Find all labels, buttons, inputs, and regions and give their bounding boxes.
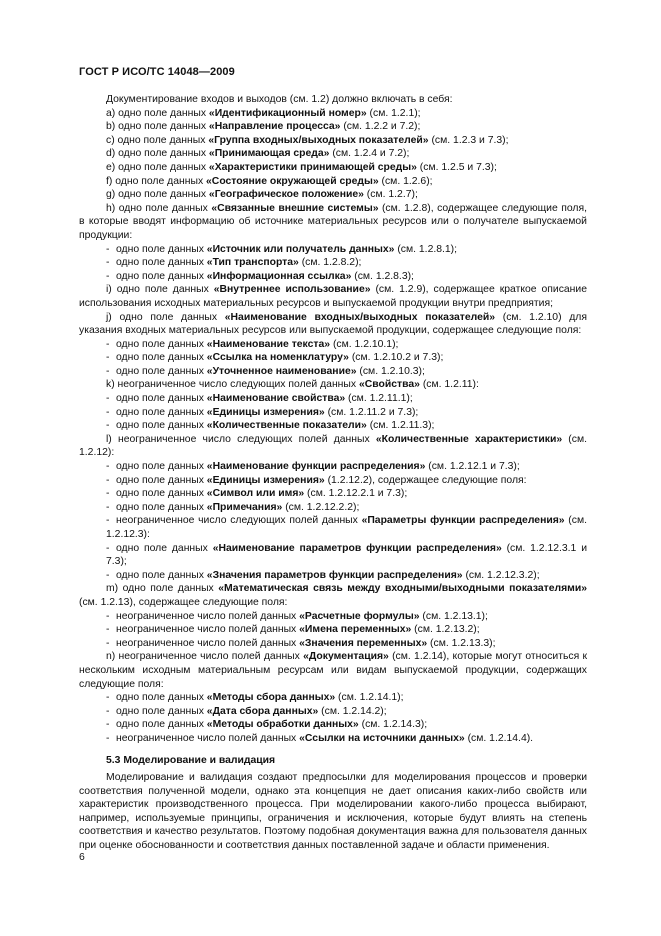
- item-prefix: неограниченное число полей данных: [116, 624, 300, 636]
- item-prefix: одно поле данных: [116, 488, 207, 500]
- sub-list-item: [79, 256, 587, 270]
- item-suffix: (см. 1.2.11.2 и 7.3);: [324, 406, 419, 418]
- item-suffix: (см. 1.2.10.1);: [330, 338, 399, 350]
- item-prefix: одно поле данных: [116, 393, 207, 405]
- item-suffix: (см. 1.2.14.4).: [464, 732, 534, 744]
- dash-marker: -: [106, 406, 110, 418]
- item-prefix: a) одно поле данных: [106, 107, 209, 119]
- field-name: «Ссылка на номенклатуру»: [206, 352, 349, 364]
- dash-marker: -: [106, 393, 110, 405]
- sub-list-item: [79, 270, 587, 284]
- item-suffix: (см. 1.2.12.3.1 и 7.3);: [106, 542, 587, 568]
- item-prefix: одно поле данных: [116, 365, 207, 377]
- sub-list-item: [79, 501, 587, 515]
- sub-list-item: [79, 637, 587, 651]
- field-name: «Единицы измерения»: [206, 474, 325, 486]
- sub-list-item: [79, 392, 587, 406]
- item-prefix: k) неограниченное число следующих полей данных: [106, 379, 359, 391]
- sub-list-item: [79, 487, 587, 501]
- dash-marker: -: [106, 474, 110, 486]
- item-suffix: (см. 1.2.13), содержащее следующие поля:: [79, 596, 288, 608]
- item-suffix: (см. 1.2.8.1);: [394, 243, 458, 255]
- sub-list-item: [79, 569, 587, 583]
- dash-marker: -: [106, 569, 110, 581]
- item-prefix: одно поле данных: [116, 542, 213, 554]
- sub-list-item: [79, 691, 587, 705]
- field-name: «Наименование свойства»: [206, 393, 346, 405]
- item-prefix: одно поле данных: [116, 270, 207, 282]
- item-suffix: (см. 1.2.10) для указания входных материальных ресурсов или выпускаемой продукции, содержащее следующие поля:: [79, 311, 587, 337]
- item-suffix: (см. 1.2.11.3);: [366, 420, 435, 432]
- item-prefix: d) одно поле данных: [106, 148, 209, 160]
- field-name: «Принимающая среда»: [208, 148, 330, 160]
- dash-marker: -: [106, 243, 110, 255]
- item-suffix: (см. 1.2.2 и 7.2);: [340, 121, 421, 133]
- section-paragraph: Моделирование и валидация создают предпосылки для моделирования процессов и проверки соответствия полученной модели, однако эта концепция не дает описания каких-либо свойств или характеристик производственного процесса. При моделировании какого-либо процесса выбирают, например, используемые принципы, ограничения и исключения, которые будут влиять на степень соответствия и качество результатов. Поэтому подобная документация важна для пользователя данных при оценке обоснованности и соответствия данных поставленной задаче и области применения.: [79, 772, 587, 852]
- field-name: «Идентификационный номер»: [208, 107, 367, 119]
- field-name: «Параметры функции распределения»: [361, 515, 565, 527]
- list-item: [79, 582, 587, 609]
- dash-marker: -: [106, 624, 110, 636]
- list-item: [79, 161, 587, 175]
- dash-marker: -: [106, 542, 110, 554]
- field-name: «Состояние окружающей среды»: [206, 175, 379, 187]
- item-prefix: j) одно поле данных: [106, 311, 225, 323]
- section-title: 5.3 Моделирование и валидация: [106, 754, 276, 766]
- item-prefix: g) одно поле данных: [106, 189, 209, 201]
- item-prefix: f) одно поле данных: [106, 175, 207, 187]
- item-suffix: (см. 1.2.13.3);: [427, 637, 496, 649]
- item-prefix: неограниченное число следующих полей данных: [116, 515, 362, 527]
- field-name: «Внутреннее использование»: [213, 284, 371, 296]
- item-prefix: одно поле данных: [116, 692, 207, 704]
- item-prefix: неограниченное число полей данных: [116, 637, 300, 649]
- field-name: «Количественные показатели»: [206, 420, 367, 432]
- list-item: [79, 188, 587, 202]
- field-name: «Значения параметров функции распределения»: [206, 569, 463, 581]
- item-prefix: одно поле данных: [116, 474, 207, 486]
- field-name: «Наименование функции распределения»: [206, 461, 426, 473]
- field-name: «Методы обработки данных»: [206, 719, 359, 731]
- item-suffix: (см. 1.2.8.2);: [298, 257, 362, 269]
- item-prefix: одно поле данных: [116, 420, 207, 432]
- item-suffix: (1.2.12.2), содержащее следующие поля:: [324, 474, 527, 486]
- field-name: «Наименование входных/выходных показателей»: [224, 311, 496, 323]
- field-name: «Ссылки на источники данных»: [299, 732, 465, 744]
- sub-list-item: [79, 243, 587, 257]
- dash-marker: -: [106, 637, 110, 649]
- sub-list-item: [79, 351, 587, 365]
- field-name: «Наименование текста»: [206, 338, 331, 350]
- item-prefix: неограниченное число полей данных: [116, 732, 300, 744]
- field-name: «Источник или получатель данных»: [206, 243, 395, 255]
- dash-marker: -: [106, 705, 110, 717]
- list-item: [79, 147, 587, 161]
- item-prefix: одно поле данных: [116, 501, 207, 513]
- field-name: «Имена переменных»: [299, 624, 412, 636]
- item-suffix: (см. 1.2.11.1);: [345, 393, 413, 405]
- item-suffix: (см. 1.2.10.2 и 7.3);: [348, 352, 444, 364]
- intro-paragraph: Документирование входов и выходов (см. 1.2) должно включать в себя:: [106, 94, 453, 105]
- item-prefix: одно поле данных: [116, 461, 207, 473]
- item-suffix: (см. 1.2.8.3);: [351, 270, 414, 282]
- sub-list-item: [79, 718, 587, 732]
- item-prefix: одно поле данных: [116, 719, 207, 731]
- item-suffix: (см. 1.2.13.1);: [419, 610, 488, 622]
- document-header: ГОСТ Р ИСО/ТС 14048—2009: [79, 66, 235, 78]
- list-item: [79, 120, 587, 134]
- item-prefix: одно поле данных: [116, 257, 207, 269]
- sub-list-item: [79, 623, 587, 637]
- dash-marker: -: [106, 488, 110, 500]
- item-suffix: (см. 1.2.11):: [419, 379, 479, 391]
- sub-list-item: [79, 542, 587, 569]
- item-suffix: (см. 1.2.12.3):: [106, 515, 587, 540]
- field-name: «Примечания»: [206, 501, 283, 513]
- item-prefix: b) одно поле данных: [106, 121, 209, 133]
- dash-marker: -: [106, 365, 110, 377]
- field-name: «Значения переменных»: [299, 637, 428, 649]
- item-prefix: одно поле данных: [116, 338, 207, 350]
- sub-list-item: [79, 406, 587, 420]
- item-suffix: (см. 1.2.12.1 и 7.3);: [425, 461, 520, 473]
- list-item: [79, 202, 587, 243]
- item-suffix: (см. 1.2.1);: [366, 107, 421, 119]
- item-suffix: (см. 1.2.5 и 7.3);: [416, 161, 497, 173]
- dash-marker: -: [106, 352, 110, 364]
- item-prefix: l) неограниченное число следующих полей данных: [106, 433, 376, 445]
- field-name: «Связанные внешние системы»: [211, 202, 379, 214]
- dash-marker: -: [106, 732, 110, 744]
- item-suffix: (см. 1.2.12.2.1 и 7.3);: [304, 488, 408, 500]
- dash-marker: -: [106, 420, 110, 432]
- field-name: «Тип транспорта»: [206, 257, 299, 269]
- dash-marker: -: [106, 461, 110, 473]
- item-suffix: (см. 1.2.6);: [378, 175, 433, 187]
- item-suffix: (см. 1.2.12.2.2);: [282, 501, 360, 513]
- dash-marker: -: [106, 257, 110, 269]
- list-item: [79, 134, 587, 148]
- item-prefix: i) одно поле данных: [106, 284, 214, 296]
- list-item: [79, 650, 587, 691]
- item-suffix: (см. 1.2.13.2);: [411, 624, 480, 636]
- item-prefix: одно поле данных: [116, 705, 207, 717]
- field-name: «Информационная ссылка»: [206, 270, 352, 282]
- sub-list-item: [79, 610, 587, 624]
- field-name: «Географическое положение»: [208, 189, 364, 201]
- sub-list-item: [79, 705, 587, 719]
- item-prefix: c) одно поле данных: [106, 134, 209, 146]
- dash-marker: -: [106, 338, 110, 350]
- field-name: «Характеристики принимающей среды»: [208, 161, 417, 173]
- field-name: «Методы сбора данных»: [206, 692, 336, 704]
- item-suffix: (см. 1.2.9), содержащее краткое описание использования исходных материальных ресурсов и выпускаемой продукции внутри предприятия;: [79, 284, 588, 309]
- item-prefix: одно поле данных: [116, 352, 207, 364]
- item-suffix: (см. 1.2.12):: [79, 433, 587, 459]
- list-item: [79, 283, 587, 310]
- sub-list-item: [79, 514, 587, 541]
- item-prefix: e) одно поле данных: [106, 161, 209, 173]
- field-name: «Математическая связь между входными/выходными показателями»: [218, 583, 588, 595]
- item-prefix: n) неограниченное число полей данных: [106, 651, 304, 663]
- item-suffix: (см. 1.2.7);: [363, 189, 418, 201]
- field-name: «Группа входных/выходных показателей»: [208, 134, 429, 146]
- requirements-list: [79, 107, 587, 746]
- sub-list-item: [79, 732, 587, 746]
- field-name: «Символ или имя»: [206, 488, 305, 500]
- item-suffix: (см. 1.2.14.3);: [358, 719, 428, 731]
- item-suffix: (см. 1.2.10.3);: [356, 365, 425, 377]
- dash-marker: -: [106, 501, 110, 513]
- item-suffix: (см. 1.2.4 и 7.2);: [329, 148, 410, 160]
- item-suffix: (см. 1.2.14), которые могут относиться к нескольким исходным материальным ресурсам или видам выпускаемой продукции, содержащих следующие поля:: [79, 651, 587, 690]
- list-item: [79, 433, 587, 460]
- dash-marker: -: [106, 610, 110, 622]
- field-name: «Направление процесса»: [208, 121, 341, 133]
- field-name: «Дата сбора данных»: [206, 705, 319, 717]
- item-suffix: (см. 1.2.12.3.2);: [462, 569, 540, 581]
- sub-list-item: [79, 419, 587, 433]
- field-name: «Документация»: [303, 651, 389, 663]
- page-number: 6: [79, 852, 85, 863]
- list-item: [79, 107, 587, 121]
- item-suffix: (см. 1.2.14.2);: [318, 705, 387, 717]
- list-item: [79, 378, 587, 392]
- sub-list-item: [79, 474, 587, 488]
- item-prefix: неограниченное число полей данных: [116, 610, 300, 622]
- dash-marker: -: [106, 719, 110, 731]
- field-name: «Единицы измерения»: [206, 406, 325, 418]
- dash-marker: -: [106, 692, 110, 704]
- field-name: «Количественные характеристики»: [375, 433, 563, 445]
- field-name: «Свойства»: [358, 379, 420, 391]
- document-body: [79, 93, 587, 853]
- item-suffix: (см. 1.2.14.1);: [335, 692, 404, 704]
- item-suffix: (см. 1.2.8), содержащее следующие поля, в которые вводят информацию об источнике материальных ресурсов или о получателе выпускаемой продукции:: [79, 202, 587, 241]
- item-prefix: одно поле данных: [116, 243, 207, 255]
- field-name: «Наименование параметров функции распределения»: [212, 542, 502, 554]
- item-prefix: m) одно поле данных: [106, 583, 219, 595]
- item-prefix: одно поле данных: [116, 569, 207, 581]
- sub-list-item: [79, 338, 587, 352]
- list-item: [79, 175, 587, 189]
- dash-marker: -: [106, 270, 110, 282]
- item-prefix: одно поле данных: [116, 406, 207, 418]
- item-suffix: (см. 1.2.3 и 7.3);: [428, 134, 509, 146]
- sub-list-item: [79, 365, 587, 379]
- field-name: «Расчетные формулы»: [299, 610, 420, 622]
- list-item: [79, 311, 587, 338]
- item-prefix: h) одно поле данных: [106, 202, 212, 214]
- sub-list-item: [79, 460, 587, 474]
- field-name: «Уточненное наименование»: [206, 365, 357, 377]
- dash-marker: -: [106, 515, 110, 527]
